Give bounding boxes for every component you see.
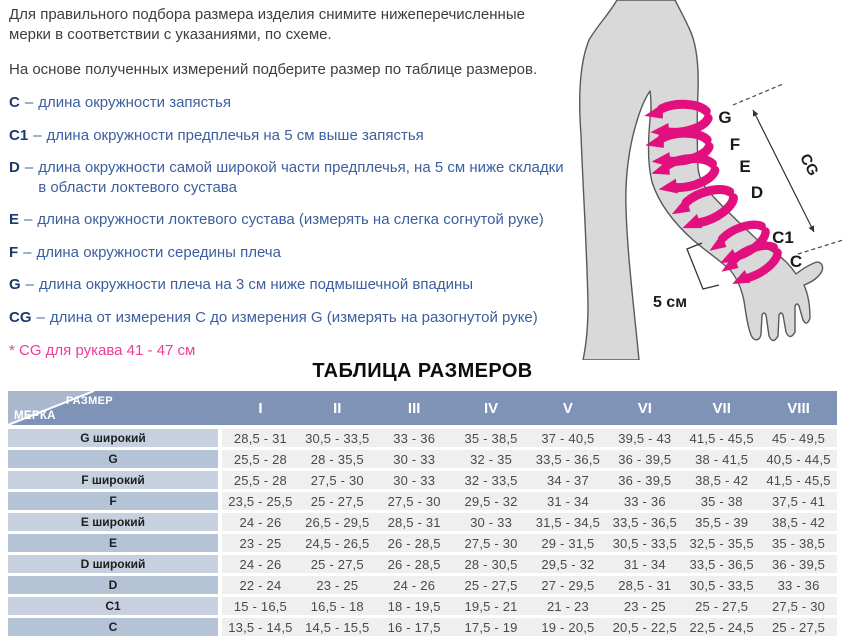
measurement-dash: – [24,94,34,112]
cg-label: CG [796,150,822,179]
table-cell: 30,5 - 33,5 [606,534,683,552]
table-cell: 25 - 27,5 [299,492,376,510]
table-cell: 13,5 - 14,5 [222,618,299,636]
label-g: G [718,108,732,127]
label-c: C [789,252,803,271]
table-cell: 36 - 39,5 [606,450,683,468]
label-e: E [739,157,751,176]
measurement-dash: – [23,243,32,261]
table-cell: 14,5 - 15,5 [299,618,376,636]
table-cell: 28,5 - 31 [606,576,683,594]
table-cell: 26 - 28,5 [376,534,453,552]
label-d: D [750,183,764,202]
measurement-item-g [9,275,571,295]
measurement-item-c [9,93,571,113]
size-table-corner-cell [8,391,222,425]
table-cell: 18 - 19,5 [376,597,453,615]
row-label: D [8,576,222,594]
table-cell: 30,5 - 33,5 [299,429,376,447]
table-cell: 31 - 34 [606,555,683,573]
table-cell: 40,5 - 44,5 [760,450,837,468]
table-cell: 25,5 - 28 [222,450,299,468]
arm-measurement-diagram [575,0,845,360]
table-cell: 24 - 26 [376,576,453,594]
table-cell: 16,5 - 18 [299,597,376,615]
table-cell: 32 - 33,5 [453,471,530,489]
table-cell: 25 - 27,5 [299,555,376,573]
table-cell: 24,5 - 26,5 [299,534,376,552]
size-table [8,391,837,637]
cg-note: * CG для рукава 41 - 47 см [9,342,196,360]
table-cell: 27 - 29,5 [530,576,607,594]
table-cell: 28,5 - 31 [376,513,453,531]
table-row [8,618,837,636]
size-table-body [8,429,837,636]
size-table-title: ТАБЛИЦА РАЗМЕРОВ [312,360,533,382]
table-cell: 23 - 25 [299,576,376,594]
label-c1: C1 [772,228,794,247]
measurement-text: длина от измерения C до измерения G (измерять на разогнутой руке) [49,308,538,326]
table-cell: 17,5 - 19 [453,618,530,636]
measurement-dash: – [33,126,42,144]
table-row [8,555,837,573]
table-cell: 16 - 17,5 [376,618,453,636]
table-cell: 38,5 - 42 [683,471,760,489]
table-cell: 28,5 - 31 [222,429,299,447]
table-cell: 28 - 30,5 [453,555,530,573]
table-cell: 32,5 - 35,5 [683,534,760,552]
table-cell: 35 - 38,5 [453,429,530,447]
table-cell: 30,5 - 33,5 [683,576,760,594]
corner-label-size: РАЗМЕР [66,395,113,407]
row-label: G широкий [8,429,222,447]
measurement-text: длина окружности плеча на 3 см ниже подмышечной впадины [39,276,474,294]
label-f: F [729,135,741,154]
table-cell: 30 - 33 [376,450,453,468]
measurement-item-f [9,243,571,263]
table-cell: 19 - 20,5 [530,618,607,636]
measurement-list [9,93,571,327]
table-cell: 30 - 33 [376,471,453,489]
measurement-key: F [9,243,19,261]
measurement-item-e [9,210,571,230]
measurement-item-c1 [9,126,571,146]
table-cell: 33 - 36 [376,429,453,447]
table-cell: 25 - 27,5 [453,576,530,594]
table-cell: 35,5 - 39 [683,513,760,531]
table-cell: 33,5 - 36,5 [683,555,760,573]
table-cell: 26 - 28,5 [376,555,453,573]
table-cell: 19,5 - 21 [453,597,530,615]
dashed-line-bottom [798,240,843,254]
table-cell: 23,5 - 25,5 [222,492,299,510]
table-cell: 29 - 31,5 [530,534,607,552]
bracket-label: 5 см [652,294,688,311]
table-cell: 35 - 38 [683,492,760,510]
table-cell: 38 - 41,5 [683,450,760,468]
table-cell: 31,5 - 34,5 [530,513,607,531]
column-header-III: III [407,399,421,417]
table-row [8,429,837,447]
column-header-VI: VI [637,399,652,417]
dashed-line-top [733,84,783,105]
table-cell: 15 - 16,5 [222,597,299,615]
measurement-text: длина окружности самой широкой части предплечья, на 5 см ниже складки в области локтевого сустава [38,159,564,196]
table-cell: 32 - 35 [453,450,530,468]
table-cell: 23 - 25 [606,597,683,615]
size-table-header [8,391,837,425]
table-cell: 37,5 - 41 [760,492,837,510]
table-cell: 39,5 - 43 [606,429,683,447]
row-label: E широкий [8,513,222,531]
measurement-key: D [9,159,20,177]
measurement-text: длина окружности предплечья на 5 см выше запястья [46,126,424,144]
measurement-text: длина окружности середины плеча [36,243,281,261]
measurement-key: E [9,211,20,229]
column-header-V: V [562,399,573,417]
table-cell: 29,5 - 32 [453,492,530,510]
table-cell: 27,5 - 30 [376,492,453,510]
row-label: C [8,618,222,636]
table-cell: 25 - 27,5 [760,618,837,636]
table-row [8,471,837,489]
table-row [8,597,837,615]
row-label: E [8,534,222,552]
row-label: F [8,492,222,510]
measurement-dash: – [36,308,45,326]
table-cell: 22 - 24 [222,576,299,594]
table-cell: 23 - 25 [222,534,299,552]
measurement-key: C [9,94,20,112]
table-cell: 31 - 34 [530,492,607,510]
intro-paragraph-1: Для правильного подбора размера изделия снимите нижеперечисленные мерки в соответствии с указаниями, по схеме. [9,6,525,44]
table-cell: 21 - 23 [530,597,607,615]
table-cell: 27,5 - 30 [760,597,837,615]
table-cell: 36 - 39,5 [606,471,683,489]
column-header-VII: VII [712,399,731,417]
measurement-dash: – [24,211,33,229]
column-header-I: I [258,399,263,417]
intro-paragraph-2: На основе полученных измерений подберите размер по таблице размеров. [9,61,538,79]
row-label: C1 [8,597,222,615]
table-cell: 37 - 40,5 [530,429,607,447]
table-cell: 38,5 - 42 [760,513,837,531]
measurement-dash: – [24,159,34,177]
row-label: F широкий [8,471,222,489]
measurement-item-d [9,158,571,197]
table-cell: 36 - 39,5 [760,555,837,573]
row-label: G [8,450,222,468]
table-cell: 22,5 - 24,5 [683,618,760,636]
table-cell: 24 - 26 [222,513,299,531]
measurement-dash: – [25,276,35,294]
table-cell: 45 - 49,5 [760,429,837,447]
table-cell: 27,5 - 30 [299,471,376,489]
table-row [8,576,837,594]
table-cell: 26,5 - 29,5 [299,513,376,531]
table-cell: 41,5 - 45,5 [760,471,837,489]
table-cell: 27,5 - 30 [453,534,530,552]
table-cell: 29,5 - 32 [530,555,607,573]
table-row [8,513,837,531]
table-cell: 41,5 - 45,5 [683,429,760,447]
column-header-IV: IV [483,399,499,417]
measurement-item-cg [9,308,571,328]
measurement-text: длина окружности локтевого сустава (измерять на слегка согнутой руке) [37,211,544,229]
table-cell: 28 - 35,5 [299,450,376,468]
table-cell: 35 - 38,5 [760,534,837,552]
table-row [8,492,837,510]
column-header-VIII: VIII [787,399,810,417]
measurement-key: C1 [9,126,29,144]
table-cell: 33,5 - 36,5 [530,450,607,468]
table-cell: 25 - 27,5 [683,597,760,615]
table-row [8,534,837,552]
table-cell: 30 - 33 [453,513,530,531]
table-cell: 33 - 36 [760,576,837,594]
table-cell: 33 - 36 [606,492,683,510]
column-header-II: II [333,399,342,417]
table-cell: 20,5 - 22,5 [606,618,683,636]
measurement-key: G [9,276,21,294]
instructions-column [9,5,571,359]
measurement-text: длина окружности запястья [38,94,231,112]
row-label: D широкий [8,555,222,573]
corner-label-measure: МЕРКА [14,410,56,422]
table-cell: 34 - 37 [530,471,607,489]
measurement-key: CG [9,308,32,326]
table-cell: 24 - 26 [222,555,299,573]
table-cell: 25,5 - 28 [222,471,299,489]
table-row [8,450,837,468]
table-cell: 33,5 - 36,5 [606,513,683,531]
